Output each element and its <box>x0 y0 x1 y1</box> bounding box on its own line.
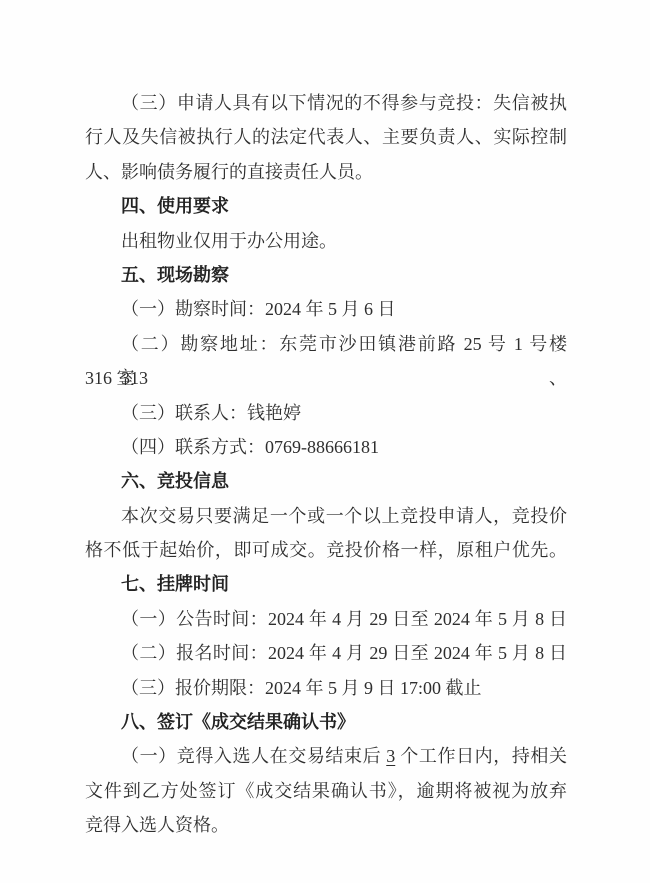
section-6-heading: 六、竞投信息 <box>121 471 229 492</box>
section-8-body-line-1-suffix: 个工作日内，持相关 <box>395 746 567 767</box>
section-8-body-line-3: 竞得入选人资格。 <box>85 815 229 836</box>
section-5-item-survey-address-line-1: （二）勘察地址：东莞市沙田镇港前路 25 号 1 号楼 313、 <box>121 333 567 389</box>
section-8-body-line-2: 文件到乙方处签订《成交结果确认书》，逾期将被视为放弃 <box>85 780 567 801</box>
clause-3-line-1: （三）申请人具有以下情况的不得参与竞投：失信被执 <box>121 93 567 113</box>
section-7-item-quotation-deadline: （三）报价期限：2024 年 5 月 9 日 17:00 截止 <box>121 677 482 698</box>
section-5-heading: 五、现场勘察 <box>121 264 229 285</box>
section-5-item-survey-address-line-2: 316 室 <box>85 368 135 389</box>
section-6-body-line-1: 本次交易只要满足一个或一个以上竞投申请人，竞投价 <box>121 505 567 526</box>
section-4-body: 出租物业仅用于办公用途。 <box>121 230 337 251</box>
document-body <box>85 86 567 843</box>
clause-3-line-2: 行人及失信被执行人的法定代表人、主要负责人、实际控制 <box>85 127 567 148</box>
clause-3-line-3: 人、影响债务履行的直接责任人员。 <box>85 161 373 182</box>
underlined-number: 3 <box>386 746 396 767</box>
section-8-body-line-1 <box>85 739 567 773</box>
section-8-body-line-1-prefix: （一）竞得入选人在交易结束后 <box>121 746 387 767</box>
section-5-item-contact-phone: （四）联系方式：0769-88666181 <box>121 436 379 457</box>
section-5-item-survey-time: （一）勘察时间：2024 年 5 月 6 日 <box>121 299 396 320</box>
section-5-item-contact-person: （三）联系人：钱艳婷 <box>121 402 301 423</box>
section-7-item-registration-time: （二）报名时间：2024 年 4 月 29 日至 2024 年 5 月 8 日 <box>121 643 567 664</box>
section-7-item-announcement-time: （一）公告时间：2024 年 4 月 29 日至 2024 年 5 月 8 日 <box>121 608 567 629</box>
section-7-heading: 七、挂牌时间 <box>121 574 229 595</box>
section-4-heading: 四、使用要求 <box>121 196 229 217</box>
section-6-body-line-2: 格不低于起始价，即可成交。竞投价格一样，原租户优先。 <box>85 540 567 561</box>
section-8-heading: 八、签订《成交结果确认书》 <box>121 712 355 733</box>
